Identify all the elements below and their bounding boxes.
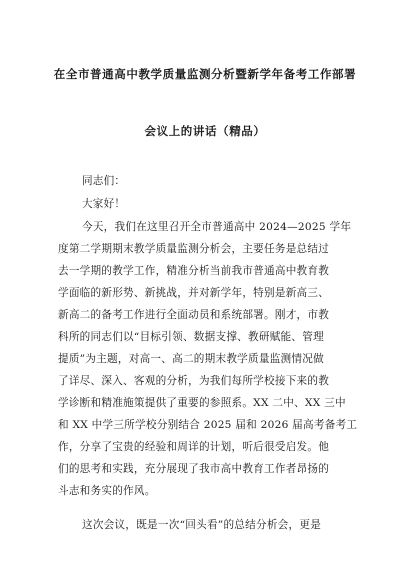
paragraph-1-line-10: 和 XX 中学三所学校分别结合 2025 届和 2026 届高考备考工 — [58, 419, 358, 431]
paragraph-1-line-7: 提质”为主题，对高一、高二的期末教学质量监测情况做 — [58, 353, 324, 365]
paragraph-1-line-5: 新高二的备考工作进行全面动员和系统部署。刚才，市教 — [58, 309, 330, 321]
paragraph-1-line-12: 们的思考和实践，充分展现了我市高中教育工作者昂扬的 — [58, 463, 330, 475]
paragraph-1-line-8: 了详尽、深入、客观的分析，为我们每所学校接下来的教 — [58, 375, 330, 387]
paragraph-1-line-3: 去一学期的教学工作，精准分析当前我市普通高中教育教 — [58, 265, 330, 277]
paragraph-1-line-4: 学面临的新形势、新挑战，并对新学年，特别是新高三、 — [58, 287, 330, 299]
paragraph-1-line-1: 今天，我们在这里召开全市普通高中 2024—2025 学年 — [82, 221, 352, 233]
paragraph-1-line-11: 作，分享了宝贵的经验和周详的计划，听后很受启发。他 — [58, 441, 330, 453]
paragraph-1-line-9: 学诊断和精准施策提供了重要的参照系。XX 二中、XX 三中 — [58, 397, 346, 409]
document-title-line-1: 在全市普通高中教学质量监测分析暨新学年备考工作部署 — [53, 67, 357, 81]
paragraph-1-line-2: 度第二学期期末教学质量监测分析会，主要任务是总结过 — [58, 243, 330, 255]
paragraph-2-line-1: 这次会议，既是一次“回头看”的总结分析会，更是 — [82, 519, 322, 531]
paragraph-1-line-13: 斗志和务实的作风。 — [58, 485, 156, 497]
greeting: 大家好！ — [82, 198, 126, 210]
document-title-line-2: 会议上的讲话（精品） — [144, 124, 266, 138]
salutation: 同志们： — [82, 175, 126, 187]
paragraph-1-line-6: 科所的同志们以“目标引领、数据支撑、教研赋能、管理 — [58, 331, 324, 343]
